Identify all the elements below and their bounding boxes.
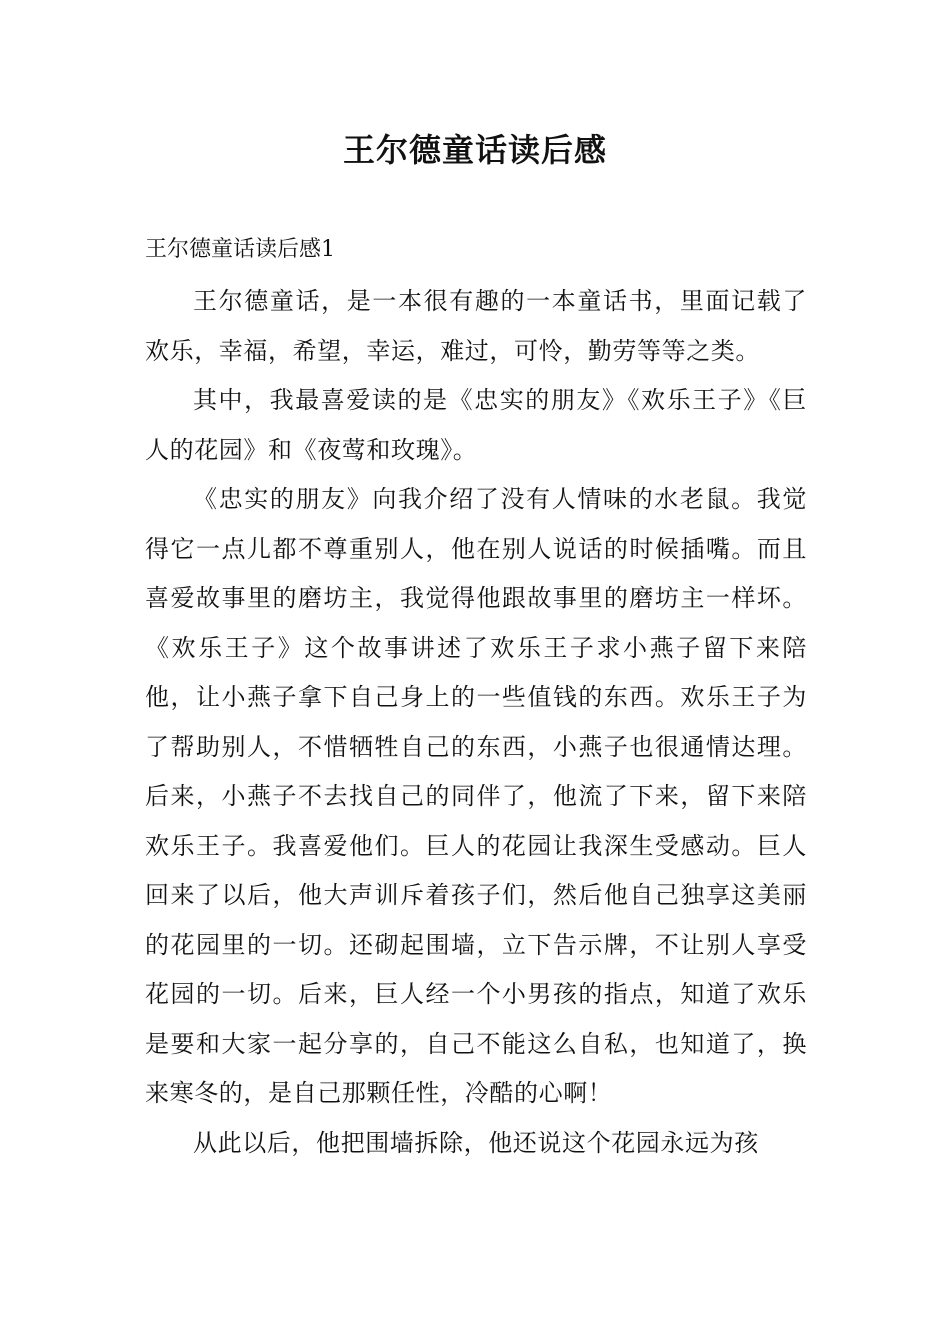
document-title: 王尔德童话读后感 <box>342 131 607 169</box>
paragraph-stories: 《忠实的朋友》向我介绍了没有人情味的水老鼠。我觉得它一点儿都不尊重别人，他在别人说话的时候插嘴。而且喜爱故事里的磨坊主，我觉得他跟故事里的磨坊主一样坏。《欢乐王子》这个故事讲述了欢乐王子求小燕子留下来陪他，让小燕子拿下自己身上的一些值钱的东西。欢乐王子为了帮助别人，不惜牺牲自己的东西，小燕子也很通情达理。后来，小燕子不去找自己的同伴了，他流了下来，留下来陪欢乐王子。我喜爱他们。巨人的花园让我深生受感动。巨人回来了以后，他大声训斥着孩子们，然后他自己独享这美丽的花园里的一切。还砌起围墙，立下告示牌，不让别人享受花园的一切。后来，巨人经一个小男孩的指点，知道了欢乐是要和大家一起分享的，自己不能这么自私，也知道了，换来寒冬的，是自己那颗任性，冷酷的心啊！ <box>145 485 807 1107</box>
paragraph-favorites: 其中，我最喜爱读的是《忠实的朋友》《欢乐王子》《巨人的花园》和《夜莺和玫瑰》。 <box>145 386 807 464</box>
paragraph-intro: 王尔德童话，是一本很有趣的一本童话书，里面记载了欢乐，幸福，希望，幸运，难过，可怜，勤劳等等之类。 <box>145 287 807 365</box>
section-heading: 王尔德童话读后感1 <box>145 237 335 262</box>
document-body <box>145 277 807 1168</box>
paragraph-afterwards: 从此以后，他把围墙拆除，他还说这个花园永远为孩 <box>193 1128 759 1157</box>
